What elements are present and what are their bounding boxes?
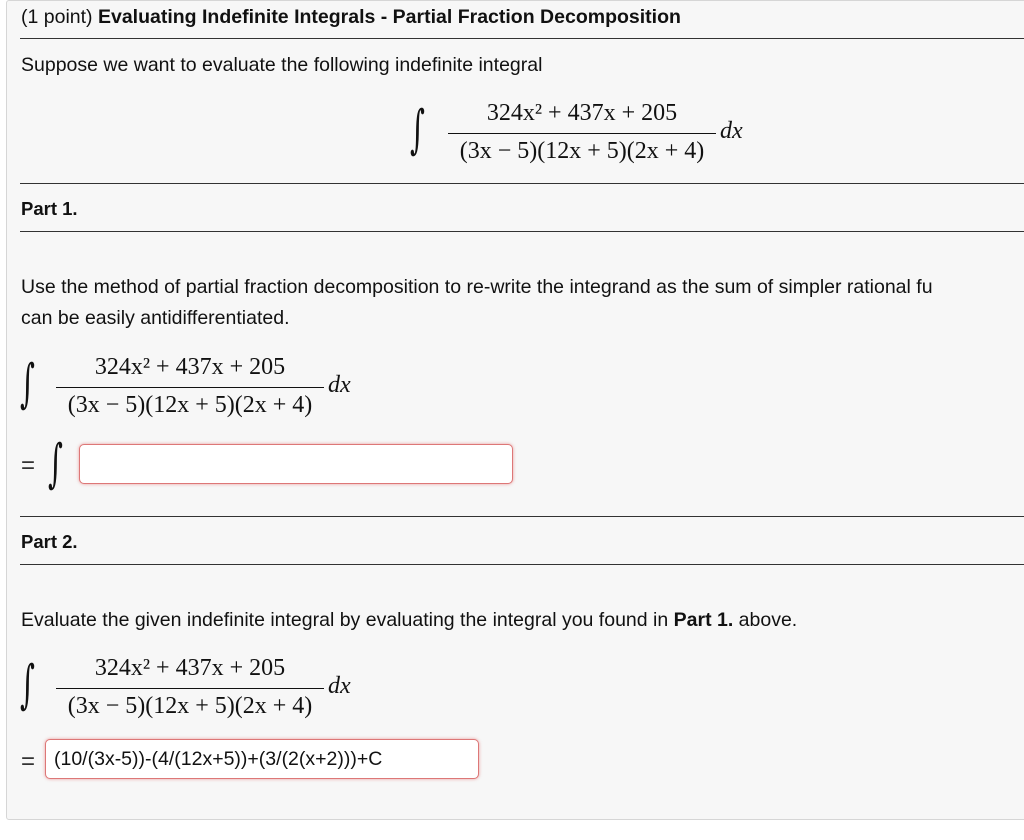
part2-integral [20,655,360,725]
divider [20,183,1024,184]
differential: dx [328,673,351,699]
divider [20,564,1024,565]
numerator: 324x² + 437x + 205 [94,354,286,380]
denominator: (3x − 5)(12x + 5)(2x + 4) [67,392,313,418]
integral-sign: ∫ [410,100,425,160]
fraction-bar [56,688,324,689]
part1-heading: Part 1. [21,198,78,219]
differential: dx [328,372,351,398]
part2-heading: Part 2. [21,531,78,552]
part1-integral [20,354,360,424]
equals-sign: = [21,748,36,775]
part2-instructions-pre: Evaluate the given indefinite integral by evaluating the integral you found in [21,609,674,631]
equals-sign: = [21,452,36,479]
divider [20,38,1024,39]
integral-sign: ∫ [20,655,35,715]
part2-instructions-bold: Part 1. [673,609,734,631]
intro-text: Suppose we want to evaluate the following indefinite integral [21,54,543,76]
points-label: (1 point) [21,6,93,28]
denominator: (3x − 5)(12x + 5)(2x + 4) [459,138,705,164]
part1-instructions-line1: Use the method of partial fraction decomposition to re-write the integrand as the sum of simpler rational fu [21,276,933,298]
fraction-bar [448,133,716,134]
fraction-bar [56,387,324,388]
integral-sign: ∫ [20,354,35,414]
part2-instructions-post: above. [733,609,798,631]
intro-integral [410,100,750,170]
part1-instructions-line2: can be easily antidifferentiated. [21,307,290,329]
denominator: (3x − 5)(12x + 5)(2x + 4) [67,693,313,719]
divider [20,231,1024,232]
part1-answer-integral [48,436,78,496]
divider [20,516,1024,517]
integral-sign: ∫ [48,434,63,494]
part1-answer-input[interactable] [79,444,513,484]
part2-answer-input[interactable] [45,739,479,779]
differential: dx [720,118,743,144]
problem-header [21,6,681,29]
numerator: 324x² + 437x + 205 [94,655,286,681]
problem-title: Evaluating Indefinite Integrals - Partial Fraction Decomposition [97,6,681,28]
numerator: 324x² + 437x + 205 [486,100,678,126]
part2-instructions [21,609,797,632]
